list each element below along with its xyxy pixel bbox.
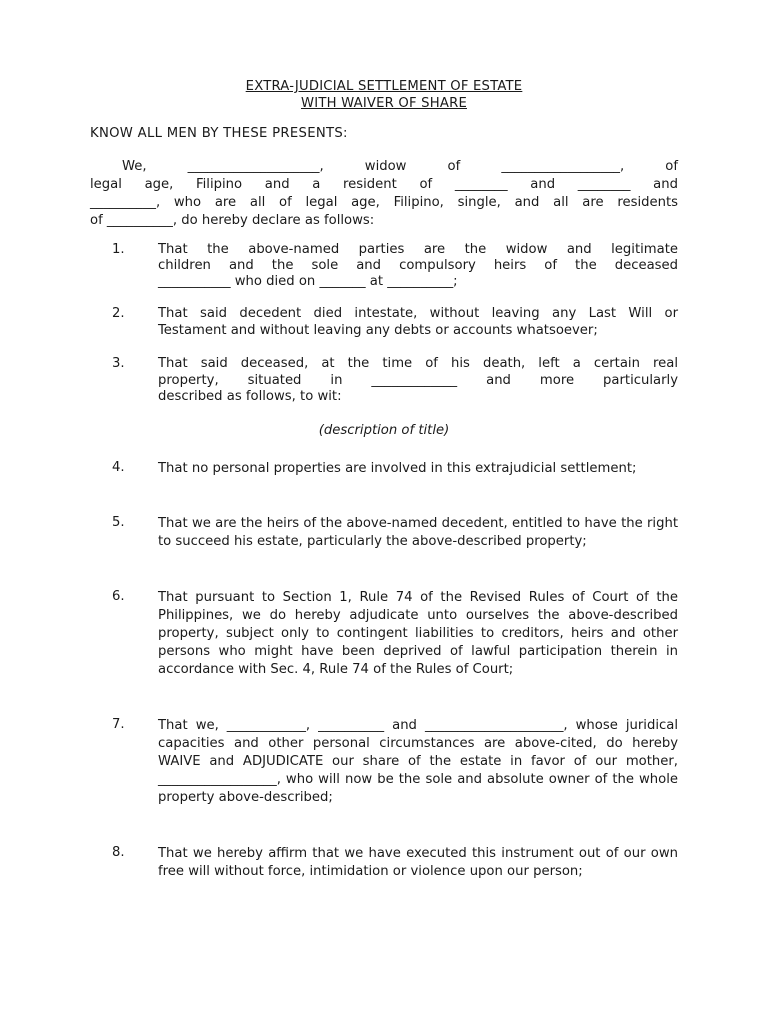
- intro-line: legal age, Filipino and a resident of ________ and ________ and: [90, 177, 678, 192]
- item-1-line: children and the sole and compulsory heirs of the deceased: [158, 258, 678, 273]
- item-1-line: ___________ who died on _______ at __________;: [158, 274, 458, 289]
- item-2-line: Testament and without leaving any debts or accounts whatsoever;: [158, 323, 598, 338]
- item-number: 2.: [112, 306, 125, 321]
- item-number: 6.: [112, 589, 125, 604]
- item-4-text: That no personal properties are involved in this extrajudicial settlement;: [158, 461, 637, 476]
- item-2-line: That said decedent died intestate, without leaving any Last Will or: [158, 306, 678, 321]
- item-3-line: described as follows, to wit:: [158, 389, 342, 404]
- document-subtitle: WITH WAIVER OF SHARE: [301, 96, 467, 111]
- description-of-title: (description of title): [318, 423, 450, 438]
- item-number: 1.: [112, 242, 125, 257]
- intro-line: of __________, do hereby declare as follows:: [90, 213, 375, 228]
- item-6-text: That pursuant to Section 1, Rule 74 of the Revised Rules of Court of the Philippines, we do hereby adjudicate unto ourselves the above-described property, subject only to contingent liabilities to creditors, heirs and other persons who might have been deprived of lawful participation therein in accordance with Sec. 4, Rule 74 of the Rules of Court;: [158, 590, 678, 677]
- item-7-text: That we, ____________, __________ and _____________________, whose juridical capacities and other personal circumstances are above-cited, do hereby WAIVE and ADJUDICATE our share of the estate in favor of our mother, __________________, who will now be the sole and absolute owner of the whole property above-described;: [158, 718, 678, 805]
- item-number: 7.: [112, 717, 125, 732]
- item-number: 3.: [112, 356, 125, 371]
- item-number: 4.: [112, 460, 125, 475]
- item-8-text: That we hereby affirm that we have executed this instrument out of our own free will without force, intimidation or violence upon our person;: [158, 846, 678, 879]
- document-title: EXTRA-JUDICIAL SETTLEMENT OF ESTATE: [245, 79, 523, 94]
- item-number: 8.: [112, 845, 125, 860]
- item-3-line: property, situated in _____________ and more particularly: [158, 373, 678, 388]
- know-all-men-heading: KNOW ALL MEN BY THESE PRESENTS:: [90, 126, 348, 141]
- intro-line: __________, who are all of legal age, Filipino, single, and all are residents: [90, 195, 678, 210]
- item-1-line: That the above-named parties are the widow and legitimate: [158, 242, 678, 257]
- intro-line: We, ____________________, widow of __________________, of: [122, 159, 678, 174]
- item-number: 5.: [112, 515, 125, 530]
- item-5-text: That we are the heirs of the above-named decedent, entitled to have the right to succeed his estate, particularly the above-described property;: [158, 516, 678, 549]
- item-3-line: That said deceased, at the time of his death, left a certain real: [158, 356, 678, 371]
